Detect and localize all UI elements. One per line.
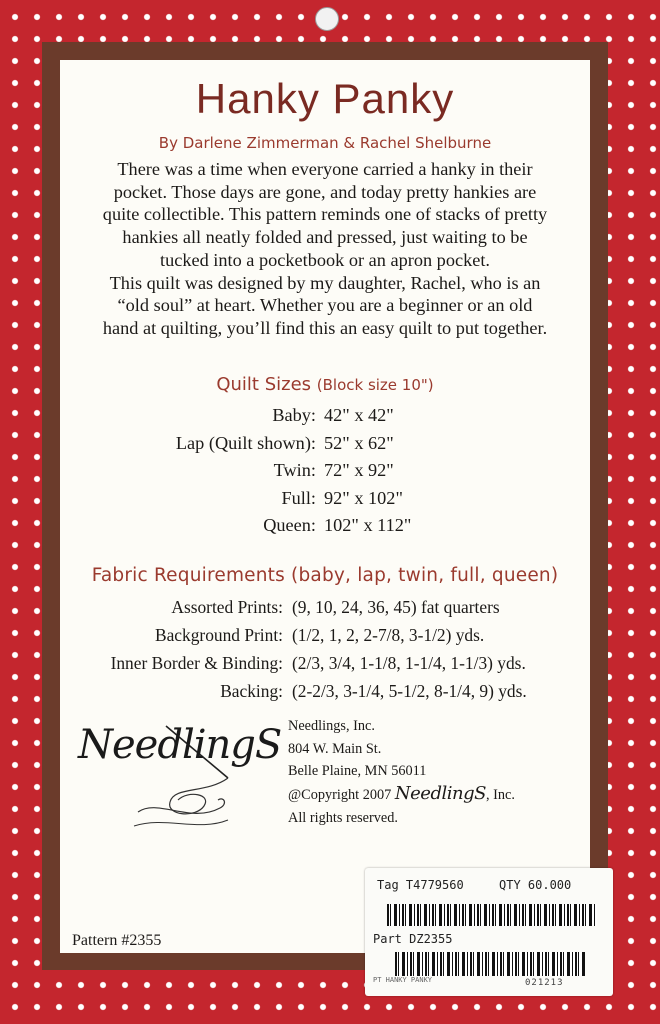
- intro-line: pocket. Those days are gone, and today pretty hankies are: [113, 181, 537, 202]
- size-value: 52" x 62": [324, 432, 394, 453]
- intro-text: [70, 158, 580, 340]
- quilt-sizes-title: Quilt Sizes: [216, 374, 312, 395]
- intro-line: “old soul” at heart. Whether you are a beginner or an old: [117, 295, 533, 316]
- size-row: [60, 515, 590, 543]
- intro-line: hand at quilting, you’ll find this an easy quilt to put together.: [102, 317, 548, 338]
- pattern-card: [60, 60, 590, 953]
- size-row: [60, 433, 590, 461]
- needlings-mini-logo: NeedlingS: [394, 783, 486, 805]
- fabric-value: (2-2/3, 3-1/4, 5-1/2, 8-1/4, 9) yds.: [292, 681, 527, 701]
- byline: By Darlene Zimmerman & Rachel Shelburne: [158, 134, 492, 152]
- tag-qty: QTY 60.000: [499, 878, 572, 892]
- copyright-line: [288, 783, 515, 807]
- size-value: 102" x 112": [324, 515, 412, 535]
- copyright-suffix: , Inc.: [485, 787, 515, 804]
- part-number: Part DZ2355: [373, 932, 453, 946]
- pattern-title: Hanky Panky: [195, 75, 455, 122]
- fabric-label: Background Print:: [154, 625, 283, 645]
- price-tag-sticker: [365, 868, 613, 996]
- size-value: 42" x 42": [324, 405, 394, 425]
- fabric-requirements-list: [60, 597, 590, 709]
- tag-product-name: PT HANKY PANKY: [373, 976, 433, 984]
- fabric-label: Assorted Prints:: [171, 597, 283, 617]
- tag-code: 021213: [525, 978, 564, 988]
- fabric-value: (2/3, 3/4, 1-1/8, 1-1/4, 1-1/3) yds.: [292, 653, 526, 673]
- intro-line: There was a time when everyone carried a hanky in their: [117, 159, 533, 179]
- fabric-row: [60, 681, 590, 709]
- fabric-requirements-heading: Fabric Requirements (baby, lap, twin, full, queen): [91, 565, 559, 586]
- intro-line: This quilt was designed by my daughter, Rachel, who is an: [109, 272, 541, 293]
- size-label: Queen:: [263, 515, 316, 535]
- tag-line: [377, 878, 572, 892]
- publisher-address: [288, 715, 515, 830]
- rights-reserved: All rights reserved.: [288, 809, 398, 826]
- publisher-city: Belle Plaine, MN 56011: [288, 763, 427, 780]
- size-label: Full:: [281, 487, 316, 508]
- size-label: Baby:: [272, 405, 316, 425]
- intro-line: quite collectible. This pattern reminds one of stacks of pretty: [102, 204, 548, 225]
- needlings-logo: [78, 720, 282, 840]
- size-row: [60, 405, 590, 433]
- hang-hole: [315, 7, 339, 31]
- intro-line: hankies all neatly folded and pressed, just waiting to be: [122, 227, 528, 248]
- publisher-street: 804 W. Main St.: [288, 740, 382, 757]
- size-value: 72" x 92": [324, 460, 394, 480]
- fabric-label: Backing:: [220, 681, 283, 701]
- size-row: [60, 488, 590, 516]
- size-label: Twin:: [273, 460, 316, 480]
- size-label: Lap (Quilt shown):: [175, 432, 316, 453]
- fabric-value: (1/2, 1, 2, 2-7/8, 3-1/2) yds.: [292, 625, 485, 645]
- quilt-sizes-heading: [60, 374, 590, 395]
- quilt-sizes-list: [60, 405, 590, 543]
- tag-number: Tag T4779560: [377, 878, 464, 892]
- fabric-value: (9, 10, 24, 36, 45) fat quarters: [292, 597, 500, 617]
- intro-line: tucked into a pocketbook or an apron pocket.: [160, 249, 490, 270]
- logo-wordmark: NeedlingS: [78, 722, 282, 768]
- block-size-note: (Block size 10"): [316, 376, 434, 394]
- pattern-number: Pattern #2355: [72, 932, 162, 949]
- fabric-row: [60, 625, 590, 653]
- size-value: 92" x 102": [324, 487, 403, 508]
- fabric-label: Inner Border & Binding:: [110, 653, 283, 673]
- fabric-row: [60, 653, 590, 681]
- barcode-icon: [395, 952, 585, 976]
- publisher-name: Needlings, Inc.: [288, 718, 375, 734]
- size-row: [60, 460, 590, 488]
- barcode-icon: [387, 904, 597, 926]
- fabric-row: [60, 597, 590, 625]
- copyright-prefix: @Copyright 2007: [288, 787, 392, 804]
